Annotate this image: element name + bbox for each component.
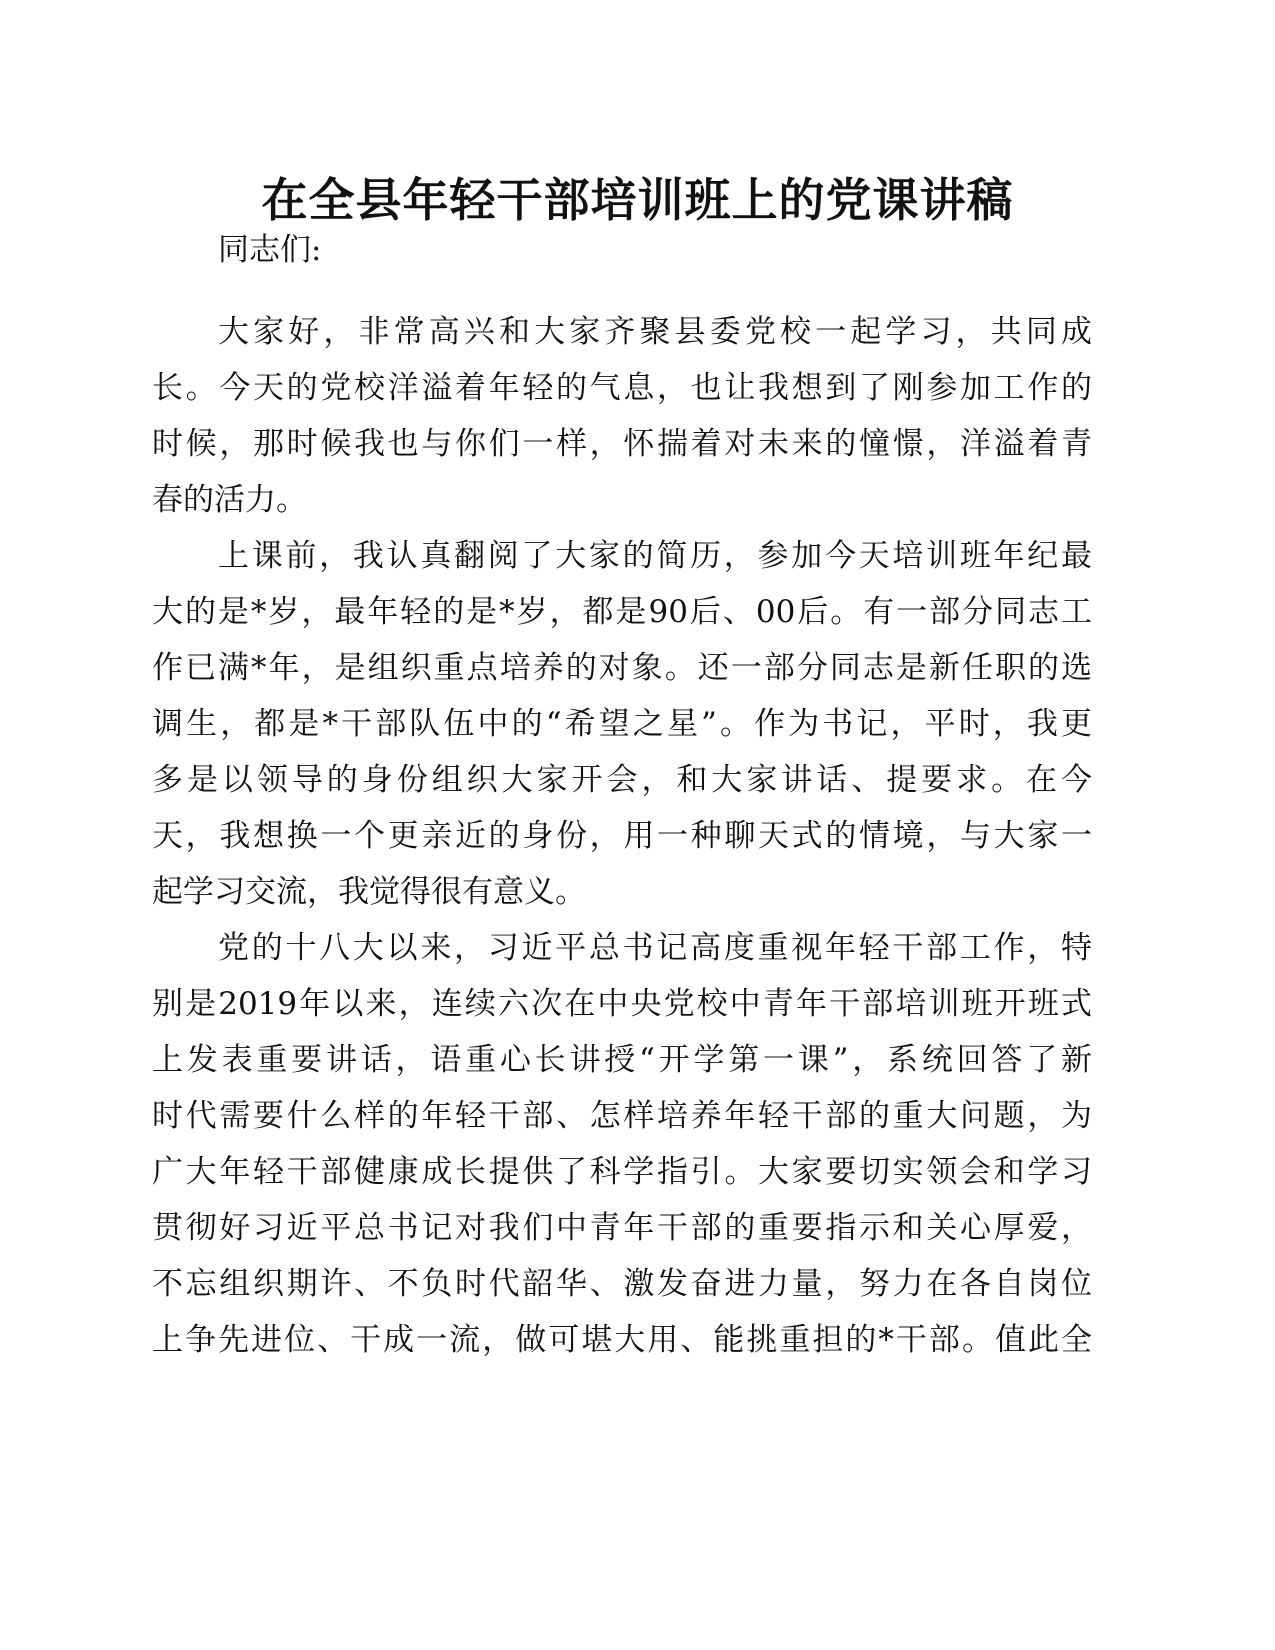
body-line: 春的活力。 xyxy=(152,482,307,518)
body-line: 时候，那时候我也与你们一样，怀揣着对未来的憧憬，洋溢着青 xyxy=(152,426,1092,462)
body-line: 贯彻好习近平总书记对我们中青年干部的重要指示和关心厚爱， xyxy=(152,1210,1092,1246)
body-line: 时代需要什么样的年轻干部、怎样培养年轻干部的重大问题，为 xyxy=(152,1098,1092,1134)
body-line: 多是以领导的身份组织大家开会，和大家讲话、提要求。在今 xyxy=(152,762,1092,798)
body-line: 不忘组织期许、不负时代韶华、激发奋进力量，努力在各自岗位 xyxy=(152,1266,1092,1302)
body-line: 天，我想换一个更亲近的身份，用一种聊天式的情境，与大家一 xyxy=(152,818,1092,854)
body-line: 起学习交流，我觉得很有意义。 xyxy=(152,874,586,910)
salutation-line: 同志们: xyxy=(218,232,322,268)
body-line: 大的是*岁，最年轻的是*岁，都是90后、00后。有一部分同志工 xyxy=(152,594,1092,630)
body-line: 作已满*年，是组织重点培养的对象。还一部分同志是新任职的选 xyxy=(152,650,1092,686)
body-line: 广大年轻干部健康成长提供了科学指引。大家要切实领会和学习 xyxy=(152,1154,1092,1190)
body-line: 别是2019年以来，连续六次在中央党校中青年干部培训班开班式 xyxy=(152,986,1092,1022)
body-line: 上课前，我认真翻阅了大家的简历，参加今天培训班年纪最 xyxy=(218,538,1092,574)
body-line: 调生，都是*干部队伍中的“希望之星”。作为书记，平时，我更 xyxy=(152,706,1092,742)
body-line: 大家好，非常高兴和大家齐聚县委党校一起学习，共同成 xyxy=(218,314,1092,350)
body-line: 上发表重要讲话，语重心长讲授“开学第一课”，系统回答了新 xyxy=(152,1042,1092,1078)
document-title: 在全县年轻干部培训班上的党课讲稿 xyxy=(261,173,1014,227)
body-line: 长。今天的党校洋溢着年轻的气息，也让我想到了刚参加工作的 xyxy=(152,370,1092,406)
body-line: 党的十八大以来，习近平总书记高度重视年轻干部工作，特 xyxy=(218,930,1092,966)
body-line: 上争先进位、干成一流，做可堪大用、能挑重担的*干部。值此全 xyxy=(152,1322,1092,1358)
